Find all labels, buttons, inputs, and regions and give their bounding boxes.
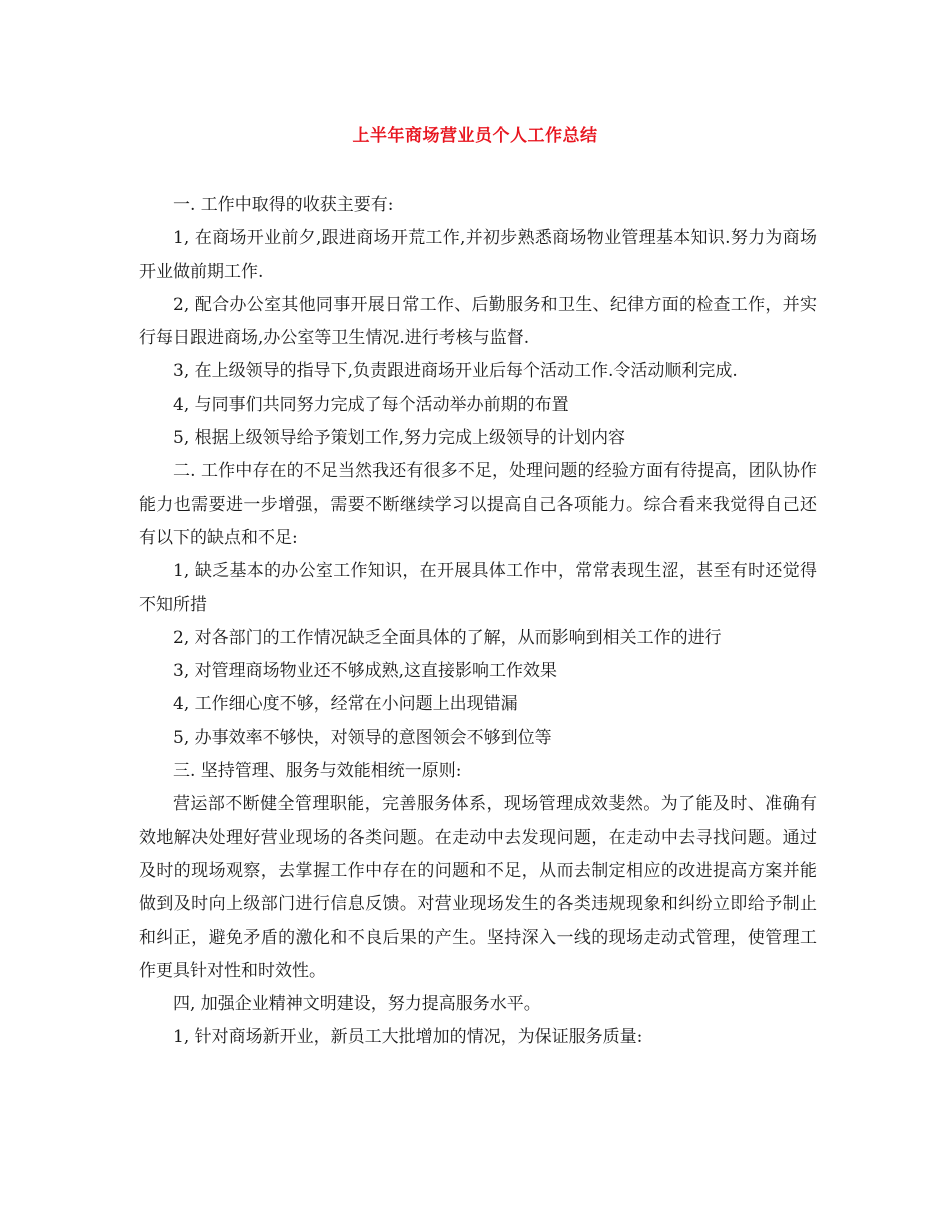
paragraph: 二. 工作中存在的不足当然我还有很多不足，处理问题的经验方面有待提高，团队协作能力也需要进一步增强，需要不断继续学习以提高自己各项能力。综合看来我觉得自己还有以下的缺点和不足: <box>139 461 817 548</box>
paragraph: 5, 根据上级领导给予策划工作,努力完成上级领导的计划内容 <box>173 428 626 449</box>
paragraph: 1, 针对商场新开业，新员工大批增加的情况，为保证服务质量: <box>173 1027 643 1048</box>
paragraph: 2, 配合办公室其他同事开展日常工作、后勤服务和卫生、纪律方面的检查工作，并实行每日跟进商场,办公室等卫生情况.进行考核与监督. <box>139 294 817 349</box>
paragraph: 4, 工作细心度不够，经常在小问题上出现错漏 <box>173 694 518 715</box>
paragraph: 1, 在商场开业前夕,跟进商场开荒工作,并初步熟悉商场物业管理基本知识.努力为商场开业做前期工作. <box>139 228 817 282</box>
paragraph: 一. 工作中取得的收获主要有: <box>173 195 394 215</box>
document-body <box>139 189 817 1055</box>
paragraph: 1, 缺乏基本的办公室工作知识，在开展具体工作中，常常表现生涩，甚至有时还觉得不知所措 <box>139 561 817 615</box>
paragraph: 四, 加强企业精神文明建设，努力提高服务水平。 <box>173 994 541 1015</box>
paragraph: 2, 对各部门的工作情况缺乏全面具体的了解，从而影响到相关工作的进行 <box>173 627 722 648</box>
document-title: 上半年商场营业员个人工作总结 <box>352 126 598 146</box>
paragraph: 3, 对管理商场物业还不够成熟,这直接影响工作效果 <box>173 661 558 682</box>
paragraph: 5, 办事效率不够快，对领导的意图领会不够到位等 <box>173 727 552 748</box>
paragraph: 3, 在上级领导的指导下,负责跟进商场开业后每个活动工作.令活动顺利完成. <box>173 361 738 382</box>
paragraph: 4, 与同事们共同努力完成了每个活动举办前期的布置 <box>173 394 569 415</box>
paragraph: 三. 坚持管理、服务与效能相统一原则: <box>173 761 462 782</box>
paragraph: 营运部不断健全管理职能，完善服务体系，现场管理成效斐然。为了能及时、准确有效地解决处理好营业现场的各类问题。在走动中去发现问题，在走动中去寻找问题。通过及时的现场观察，去掌握工作中存在的问题和不足，从而去制定相应的改进提高方案并能做到及时向上级部门进行信息反馈。对营业现场发生的各类违规现象和纠纷立即给予制止和纠正，避免矛盾的激化和不良后果的产生。坚持深入一线的现场走动式管理，使管理工作更具针对性和时效性。 <box>139 794 817 981</box>
